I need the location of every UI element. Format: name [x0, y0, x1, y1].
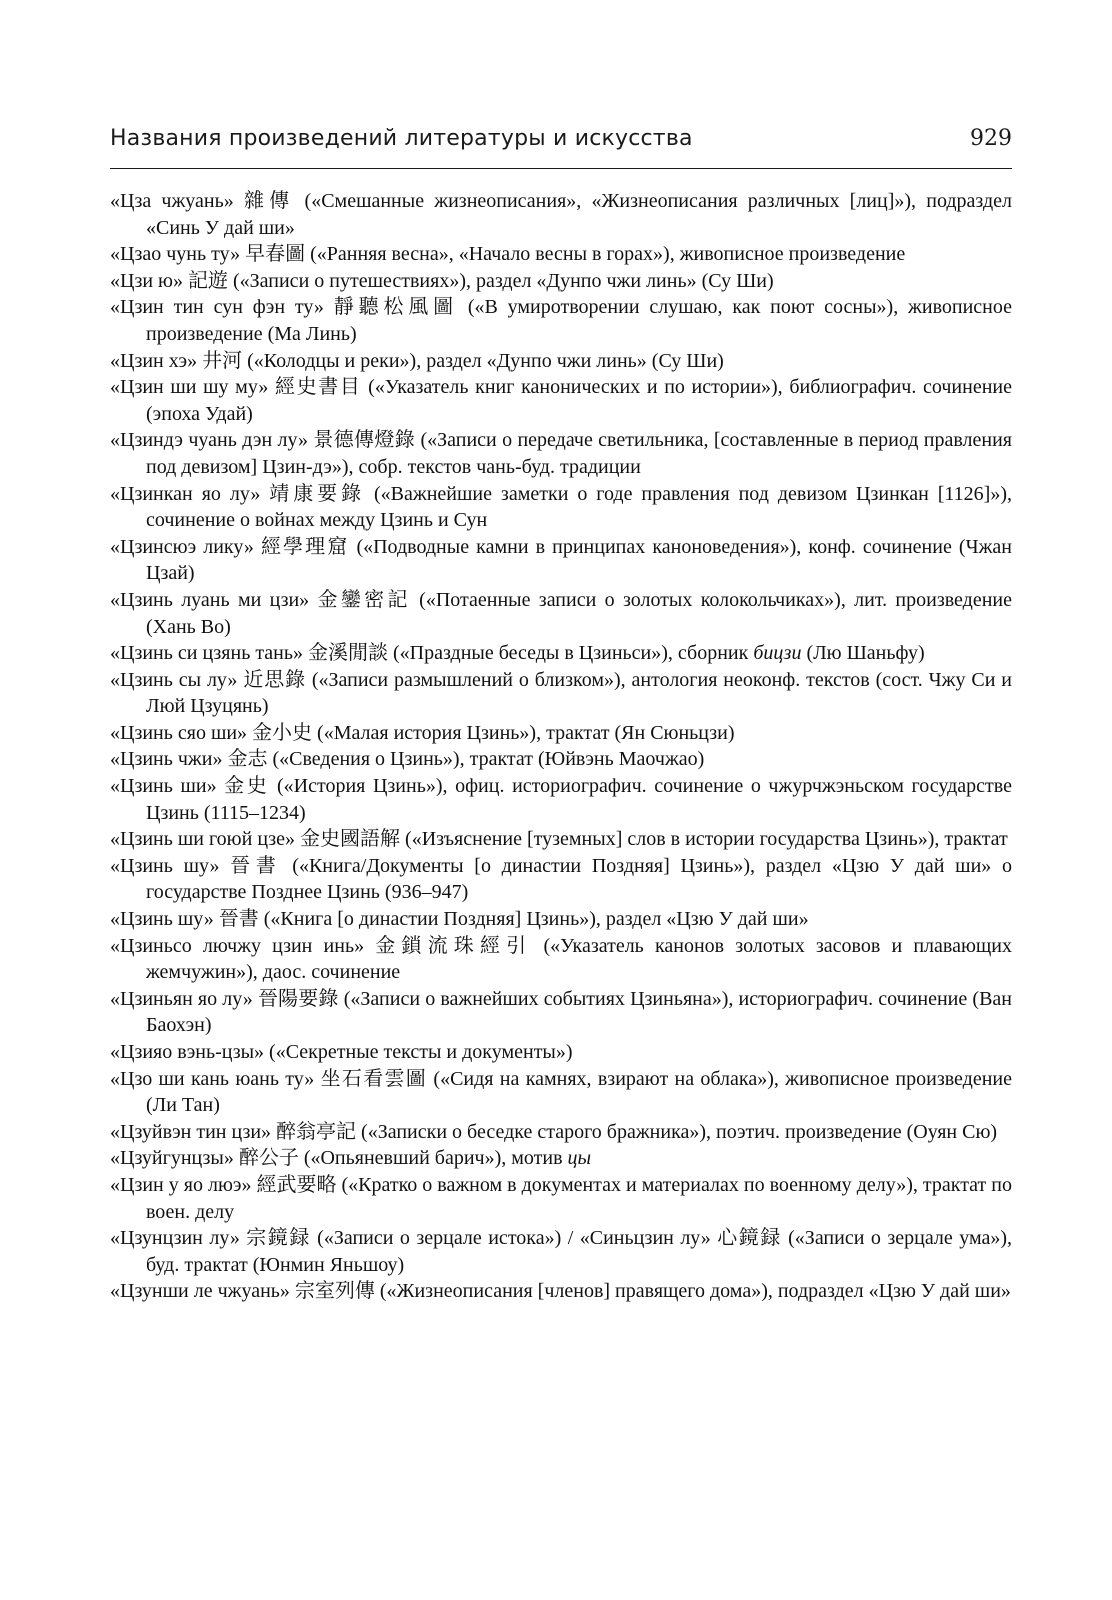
index-entry: «Цзиньян яо лу» 晉陽要錄 («Записи о важнейших событиях Цзиньяна»), историографич. сочинение (Ван Баохэн) — [110, 987, 1012, 1037]
index-entry: «Цзинь ши» 金史 («История Цзинь»), офиц. историографич. сочинение о чжурчжэньском государстве Цзинь (1115–1234) — [110, 775, 1012, 824]
index-entry: «Цзиньсо лючжу цзин инь» 金鎖流珠經引 («Указатель канонов золотых засовов и плавающих жемчужин»), даос. сочинение — [110, 934, 1012, 984]
index-entry: «Цзин хэ» 井河 («Колодцы и реки»), раздел «Дунпо чжи линь» (Су Ши) — [110, 349, 724, 372]
index-entry: «Цзин ши шу му» 經史書目 («Указатель книг канонических и по истории»), библиографич. сочинение (эпоха Удай) — [110, 376, 1012, 425]
index-entry: «Цзо ши кань юань ту» 坐石看雲圖 («Сидя на камнях, взирают на облака»), живописное произведение (Ли Тан) — [110, 1067, 1012, 1117]
index-entry: «Цзиндэ чуань дэн лу» 景德傳燈錄 («Записи о передаче светильника, [составленные в период правления под девизом] Цзин-дэ»), собр. текстов чань-буд. традиции — [110, 429, 1012, 478]
index-entry: «Цзунши ле чжуань» 宗室列傳 («Жизнеописания [членов] правящего дома»), подраздел «Цзю У дай ши» — [110, 1280, 1011, 1303]
index-entry: «Цзи ю» 記遊 («Записи о путешествиях»), раздел «Дунпо чжи линь» (Су Ши) — [110, 269, 774, 292]
index-entry: «Цзинкан яо лу» 靖康要錄 («Важнейшие заметки о годе правления под девизом Цзинкан [1126]»), сочинение о войнах между Цзинь и Сун — [110, 482, 1012, 532]
index-entry: «Цзинь чжи» 金志 («Сведения о Цзинь»), трактат (Юйвэнь Маочжао) — [110, 748, 705, 771]
index-entry: «Цзинсюэ лику» 經學理窟 («Подводные камни в принципах каноноведения»), конф. сочинение (Чжан Цзай) — [110, 535, 1012, 585]
index-entry: «Цзинь сяо ши» 金小史 («Малая история Цзинь»), трактат (Ян Сюньцзи) — [110, 721, 735, 744]
index-entry: «Цзинь сы лу» 近思錄 («Записи размышлений о близком»), антология неоконф. текстов (сост. Чжу Си и Люй Цзуцянь) — [110, 668, 1012, 718]
index-entry: «Цза чжуань» 雜傳 («Смешанные жизнеописания», «Жизнеописания различных [лиц]»), подраздел «Синь У дай ши» — [110, 190, 1012, 239]
running-header-title: Названия произведений литературы и искусства — [110, 126, 693, 151]
index-entry: «Цзинь шу» 晉書 («Книга/Документы [о династии Поздняя] Цзинь»), раздел «Цзю У дай ши» о государстве Позднее Цзинь (936–947) — [110, 854, 1012, 904]
index-entry: «Цзунцзин лу» 宗鏡録 («Записи о зерцале истока») / «Синьцзин лу» 心鏡録 («Записи о зерцале ума»), буд. трактат (Юнмин Яньшоу) — [110, 1227, 1012, 1276]
index-entry: «Цзинь шу» 晉書 («Книга [о династии Поздняя] Цзинь»), раздел «Цзю У дай ши» — [110, 908, 809, 931]
index-entry: «Цзуйвэн тин цзи» 醉翁亭記 («Записки о беседке старого бражника»), поэтич. произведение (Оуян Сю) — [110, 1120, 998, 1143]
index-entry: «Цзинь луань ми цзи» 金鑾密記 («Потаенные записи о золотых колокольчиках»), лит. произведение (Хань Во) — [110, 588, 1012, 638]
index-entry: «Цзуйгунцзы» 醉公子 («Опьяневший барич»), мотив цы — [110, 1147, 592, 1170]
index-entry: «Цзинь си цзянь тань» 金溪閒談 («Праздные беседы в Цзиньси»), сборник бицзи (Лю Шаньфу) — [110, 642, 925, 665]
index-entries — [110, 188, 1012, 1305]
running-header — [110, 124, 1012, 169]
index-entry: «Цзао чунь ту» 早春圖 («Ранняя весна», «Начало весны в горах»), живописное произведение — [110, 243, 906, 266]
page-number: 929 — [970, 126, 1012, 151]
index-entry: «Цзин тин сун фэн ту» 靜聽松風圖 («В умиротворении слушаю, как поют сосны»), живописное произведение (Ма Линь) — [110, 296, 1012, 345]
index-entry: «Цзияо вэнь-цзы» («Секретные тексты и документы») — [110, 1041, 573, 1063]
index-entry: «Цзинь ши гоюй цзе» 金史國語解 («Изъяснение [туземных] слов в истории государства Цзинь»), трактат — [110, 828, 1008, 851]
index-entry: «Цзин у яо люэ» 經武要略 («Кратко о важном в документах и материалах по военному делу»), трактат по воен. делу — [110, 1173, 1012, 1223]
